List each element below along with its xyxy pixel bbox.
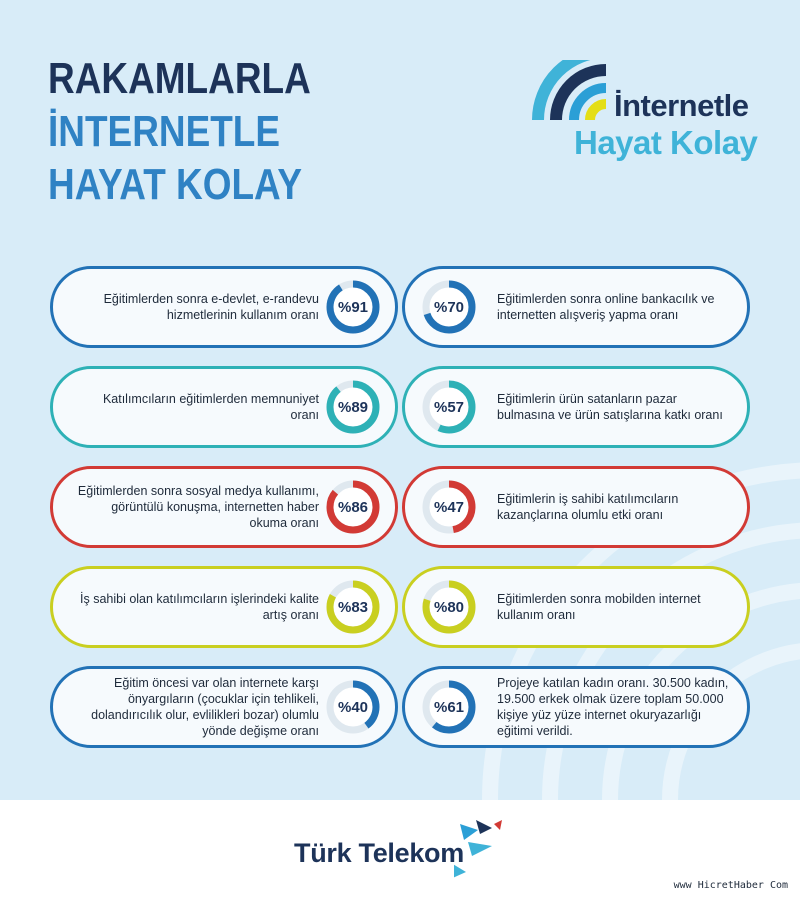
turk-telekom-logo: [294, 830, 514, 880]
brand-name: Türk Telekom: [294, 838, 464, 868]
headline: [48, 52, 361, 211]
stat-description: Eğitim öncesi var olan internete karşı önyargıların (çocuklar için tehlikeli, dolandırıcılık olur, evlilikleri bozar) olumlu yönde değişme oranı: [91, 676, 319, 738]
logo-line-2: Hayat Kolay: [574, 124, 758, 161]
percent-ring: [325, 579, 381, 635]
stat-percent: %57: [433, 398, 465, 416]
stat-description: Katılımcıların eğitimlerden memnuniyet oranı: [102, 392, 319, 422]
stat-description: Eğitimlerden sonra online bankacılık ve internetten alışveriş yapma oranı: [497, 292, 715, 322]
percent-ring: [325, 379, 381, 435]
stat-description: İş sahibi olan katılımcıların işlerindeki kalite artış oranı: [80, 592, 319, 622]
headline-line-2: İNTERNETLE: [48, 107, 281, 156]
stat-percent: %83: [337, 598, 369, 616]
stat-percent: %61: [433, 698, 465, 716]
percent-ring: [325, 479, 381, 535]
triangles-icon: [454, 816, 514, 886]
stat-card: [402, 266, 750, 348]
stat-description: Eğitimlerden sonra mobilden internet kullanım oranı: [497, 592, 701, 622]
headline-line-1: RAKAMLARLA: [48, 54, 311, 103]
stat-description: Eğitimlerin ürün satanların pazar bulmasına ve ürün satışlarına katkı oranı: [497, 392, 723, 422]
watermark-credit: www HicretHaber Com: [673, 880, 788, 891]
headline-line-3: HAYAT KOLAY: [48, 160, 303, 209]
stat-percent: %86: [337, 498, 369, 516]
percent-ring: [421, 679, 477, 735]
stat-percent: %40: [337, 698, 369, 716]
stat-percent: %91: [337, 298, 369, 316]
stat-card: [50, 666, 398, 748]
percent-ring: [325, 679, 381, 735]
stat-description: Eğitimlerden sonra e-devlet, e-randevu hizmetlerinin kullanım oranı: [103, 292, 319, 322]
stat-percent: %80: [433, 598, 465, 616]
percent-ring: [421, 479, 477, 535]
logo-line-1: İnternetle: [614, 88, 749, 123]
percent-ring: [421, 579, 477, 635]
stat-card: [402, 666, 750, 748]
stat-card: [50, 266, 398, 348]
percent-ring: [421, 379, 477, 435]
stat-card: [50, 466, 398, 548]
stat-description: Projeye katılan kadın oranı. 30.500 kadın, 19.500 erkek olmak üzere toplam 50.000 kişiye yüz yüze internet okuryazarlığı eğitimi verildi.: [497, 676, 729, 738]
internetle-hayat-kolay-logo: [530, 60, 770, 170]
stat-percent: %47: [433, 498, 465, 516]
stat-description: Eğitimlerin iş sahibi katılımcıların kazançlarına olumlu etki oranı: [497, 492, 679, 522]
stat-card: [402, 466, 750, 548]
percent-ring: [421, 279, 477, 335]
stat-card: [402, 566, 750, 648]
percent-ring: [325, 279, 381, 335]
stat-percent: %70: [433, 298, 465, 316]
stat-percent: %89: [337, 398, 369, 416]
stat-description: Eğitimlerden sonra sosyal medya kullanımı, görüntülü konuşma, internetten haber okuma oranı: [77, 484, 319, 530]
stat-card: [402, 366, 750, 448]
stat-card: [50, 566, 398, 648]
stat-card: [50, 366, 398, 448]
